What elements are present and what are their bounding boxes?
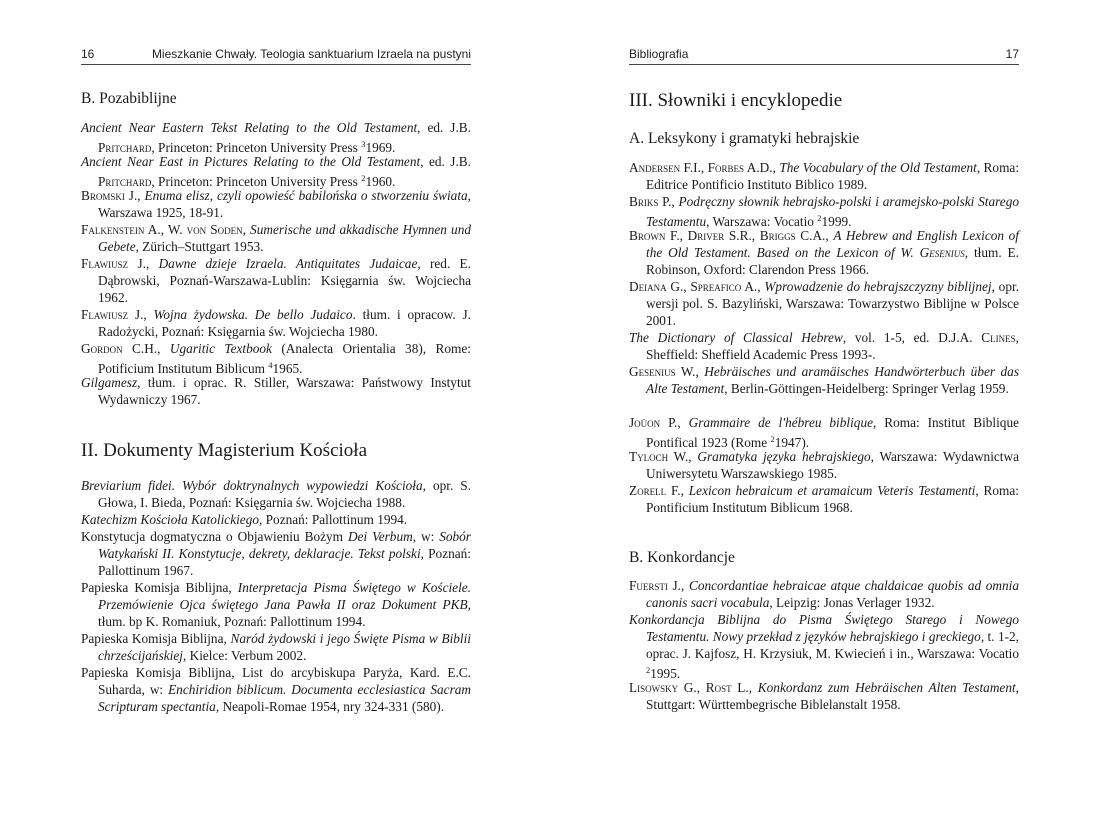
- bib-entry: Deiana G., Spreafico A., Wprowadzenie do hebrajszczyzny biblijnej, opr. wersji pol. S. Bazyliński, Warszawa: Towarzystwo Biblijne w Polsce 2001.: [629, 279, 1019, 328]
- bib-entry: Gesenius W., Hebräisches und aramäisches Handwörterbuch über das Alte Testament, Berlin-Göttingen-Heidelberg: Springer Verlag 1959.: [629, 364, 1019, 396]
- subsection-heading: B. Konkordancje: [629, 549, 735, 566]
- left-page: [81, 0, 471, 818]
- bib-entry: Konkordancja Biblijna do Pisma Świętego Starego i Nowego Testamentu. Nowy przekład z języków hebrajskiego i greckiego, t. 1-2, oprac. J. Kajfosz, H. Krzysiuk, M. Kwiecień i in., Warszawa: Vocatio $^2$1995.: [629, 612, 1019, 681]
- running-header-right: [629, 44, 1019, 65]
- bib-entry: Falkenstein A., W. von Soden, Sumerische und akkadische Hymnen und Gebete, Zürich–Stuttgart 1953.: [81, 222, 471, 254]
- page-number: 16: [81, 47, 95, 61]
- section-heading: II. Dokumenty Magisterium Kościoła: [81, 440, 368, 461]
- bib-entry: Papieska Komisja Biblijna, List do arcybiskupa Paryża, Kard. E.C. Suharda, w: Enchiridion biblicum. Documenta ecclesiastica Sacram Scripturam spectantia, Neapoli-Romae 1954, nry 324-331 (580).: [81, 665, 472, 714]
- bib-entry: Briks P., Podręczny słownik hebrajsko-polski i aramejsko-polski Starego Testamentu, Warszawa: Vocatio $^2$1999.: [629, 194, 1019, 229]
- bib-entry: Katechizm Kościoła Katolickiego, Poznań: Pallottinum 1994.: [81, 512, 408, 527]
- bib-entry: Breviarium fidei. Wybór doktrynalnych wypowiedzi Kościoła, opr. S. Głowa, I. Bieda, Poznań: Księgarnia św. Wojciecha 1988.: [81, 478, 471, 510]
- bib-entry: Flawiusz J., Wojna żydowska. De bello Judaico. tłum. i opracow. J. Radożycki, Poznań: Księgarnia św. Wojciecha 1980.: [81, 307, 471, 339]
- right-page: [629, 0, 1019, 818]
- bib-entry: Gilgamesz, tłum. i oprac. R. Stiller, Warszawa: Państwowy Instytut Wydawniczy 1967.: [81, 375, 471, 407]
- section-heading: III. Słowniki i encyklopedie: [629, 90, 843, 111]
- running-head-title: Bibliografia: [629, 47, 689, 61]
- bib-entry: Ancient Near East in Pictures Relating to the Old Testament, ed. J.B. Pritchard, Princeton: Princeton University Press $^2$1960.: [81, 154, 471, 189]
- bib-entry: Flawiusz J., Dawne dzieje Izraela. Antiquitates Judaicae, red. E. Dąbrowski, Poznań-Warszawa-Lublin: Księgarnia św. Wojciecha 1962.: [81, 256, 471, 305]
- bib-entry: The Dictionary of Classical Hebrew, vol. 1-5, ed. D.J.A. Clines, Sheffield: Sheffield Academic Press 1993-.: [629, 330, 1019, 362]
- bib-entry: Fuersti J., Concordantiae hebraicae atque chaldaicae quobis ad omnia canonis sacri vocabula, Leipzig: Jonas Verlager 1932.: [629, 578, 1020, 610]
- bib-entry: Joüon P., Grammaire de l'hébreu biblique, Roma: Institut Biblique Pontifical 1923 (Rome $^2$1947).: [629, 415, 1019, 450]
- bib-entry: Lisowsky G., Rost L., Konkordanz zum Hebräischen Alten Testament, Stuttgart: Württembegrische Biblelanstalt 1958.: [629, 680, 1019, 712]
- bib-entry: Papieska Komisja Biblijna, Interpretacja Pisma Świętego w Kościele. Przemówienie Ojca świętego Jana Pawła II oraz Dokument PKB, tłum. bp K. Romaniuk, Poznań: Pallottinum 1994.: [81, 580, 472, 629]
- bib-entry: Andersen F.I., Forbes A.D., The Vocabulary of the Old Testament, Roma: Editrice Pontificio Instituto Biblico 1989.: [629, 160, 1020, 192]
- subsection-heading: A. Leksykony i gramatyki hebrajskie: [629, 130, 860, 147]
- bib-entry: Brown F., Driver S.R., Briggs C.A., A Hebrew and English Lexicon of the Old Testament. Based on the Lexicon of W. Gesenius, tłum. E. Robinson, Oxford: Clarendon Press 1966.: [629, 228, 1019, 277]
- bib-entry: Ancient Near Eastern Tekst Relating to the Old Testament, ed. J.B. Pritchard, Princeton: Princeton University Press $^3$1969.: [81, 120, 471, 155]
- page-number: 17: [1005, 47, 1019, 61]
- running-header-left: [81, 44, 471, 65]
- bib-entry: Tyloch W., Gramatyka języka hebrajskiego, Warszawa: Wydawnictwa Uniwersytetu Warszawskiego 1985.: [629, 449, 1019, 481]
- bib-entry: Papieska Komisja Biblijna, Naród żydowski i jego Święte Pisma w Biblii chrześcijańskiej, Kielce: Verbum 2002.: [81, 631, 472, 663]
- running-head-title: Mieszkanie Chwały. Teologia sanktuarium Izraela na pustyni: [151, 47, 471, 61]
- bib-entry: Konstytucja dogmatyczna o Objawieniu Bożym Dei Verbum, w: Sobór Watykański II. Konstytucje, dekrety, deklaracje. Tekst polski, Poznań: Pallottinum 1967.: [81, 529, 471, 578]
- section-heading: B. Pozabiblijne: [81, 90, 177, 107]
- bib-entry: Gordon C.H., Ugaritic Textbook (Analecta Orientalia 38), Rome: Potificium Institutum Biblicum $^4$1965.: [81, 341, 471, 376]
- bib-entry: Zorell F., Lexicon hebraicum et aramaicum Veteris Testamenti, Roma: Pontificium Institutum Biblicum 1968.: [629, 483, 1019, 515]
- bib-entry: Bromski J., Enuma elisz, czyli opowieść babilońska o stworzeniu świata, Warszawa 1925, 18-91.: [81, 188, 471, 220]
